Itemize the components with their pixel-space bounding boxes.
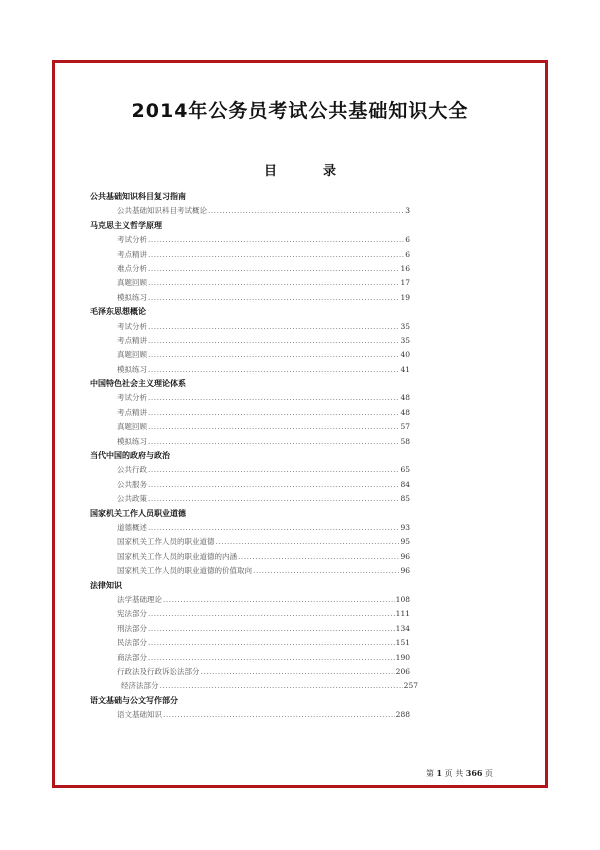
toc-entry-page: 16 (400, 263, 410, 273)
toc-entry-page: 84 (400, 479, 410, 489)
toc-dot-leader (148, 636, 395, 650)
footer-middle: 页 共 (444, 769, 464, 778)
footer-current-page: 1 (436, 768, 443, 778)
toc-entry[interactable] (90, 276, 410, 290)
toc-entry-page: 41 (400, 364, 410, 374)
toc-entry[interactable] (90, 593, 410, 607)
toc-dot-leader (216, 535, 400, 549)
toc-entry-label: 行政法及行政诉讼法部分 (117, 666, 200, 676)
toc-entry-label: 考试分析 (117, 393, 147, 403)
toc-dot-leader (148, 391, 399, 405)
toc-dot-leader (148, 478, 399, 492)
toc-entry[interactable] (90, 334, 410, 348)
footer-total-pages: 366 (465, 768, 483, 778)
toc-entry-page: 6 (405, 249, 410, 259)
toc-entry-label: 模拟练习 (117, 292, 147, 302)
toc-entry-page: 35 (400, 335, 410, 345)
toc-entry-page: 190 (395, 652, 410, 662)
toc-entry-label: 语文基础知识 (117, 710, 162, 720)
toc-entry[interactable] (90, 420, 410, 434)
toc-entry-label: 真题回顾 (117, 350, 147, 360)
toc-entry-page: 95 (400, 537, 410, 547)
toc-entry-page: 19 (400, 292, 410, 302)
toc-entry-label: 商法部分 (117, 652, 147, 662)
toc-dot-leader (148, 348, 399, 362)
toc-section-heading[interactable]: 法律知识 (90, 580, 122, 590)
toc-entry-label: 公共行政 (117, 465, 147, 475)
toc-entry-page: 206 (395, 666, 410, 676)
toc-entry-label: 法学基础理论 (117, 594, 162, 604)
toc-entry[interactable] (90, 550, 410, 564)
toc-entry[interactable] (90, 233, 410, 247)
toc-heading (0, 160, 600, 179)
toc-heading-left: 目 (263, 164, 277, 179)
toc-entry[interactable] (90, 651, 410, 665)
toc-entry[interactable] (90, 320, 410, 334)
toc-entry-label: 模拟练习 (117, 364, 147, 374)
page-footer (426, 768, 493, 779)
toc-entry-page: 6 (405, 235, 410, 245)
toc-entry-page: 111 (395, 609, 410, 619)
document-title: 2014年公务员考试公共基础知识大全 (131, 100, 469, 122)
toc-dot-leader (148, 406, 399, 420)
toc-entry-page: 65 (400, 465, 410, 475)
toc-section-heading[interactable]: 当代中国的政府与政治 (90, 451, 170, 461)
toc-entry[interactable] (90, 535, 410, 549)
toc-dot-leader (163, 593, 395, 607)
toc-dot-leader (148, 622, 395, 636)
toc-entry-page: 96 (400, 566, 410, 576)
toc-entry-page: 257 (403, 681, 418, 691)
toc-entry-page: 17 (400, 278, 410, 288)
toc-section-heading[interactable]: 毛泽东思想概论 (90, 307, 146, 317)
toc-entry-label: 刑法部分 (117, 623, 147, 633)
toc-dot-leader (253, 564, 399, 578)
toc-section-heading[interactable]: 马克思主义哲学原理 (90, 220, 162, 230)
toc-entry[interactable] (90, 492, 410, 506)
toc-entry-page: 3 (405, 206, 410, 216)
toc-dot-leader (148, 276, 399, 290)
toc-dot-leader (148, 320, 399, 334)
toc-entry-page: 288 (395, 710, 410, 720)
toc-entry[interactable] (90, 363, 410, 377)
toc-entry-page: 48 (400, 393, 410, 403)
toc-entry-page: 134 (395, 623, 410, 633)
toc-entry-page: 108 (395, 594, 410, 604)
toc-entry[interactable] (90, 406, 410, 420)
toc-section-heading[interactable]: 公共基础知识科目复习指南 (90, 192, 186, 201)
toc-entry[interactable] (90, 607, 410, 621)
toc-entry[interactable] (90, 521, 410, 535)
toc-heading-right: 录 (323, 164, 337, 179)
toc-entry-label: 公共政策 (117, 494, 147, 504)
toc-dot-leader (148, 248, 404, 262)
table-of-contents (90, 190, 418, 722)
toc-entry-page: 85 (400, 494, 410, 504)
toc-entry[interactable] (90, 478, 410, 492)
toc-entry-label: 道德概述 (117, 522, 147, 532)
toc-entry-page: 96 (400, 551, 410, 561)
toc-dot-leader (148, 463, 399, 477)
toc-entry-label: 宪法部分 (117, 609, 147, 619)
toc-entry-page: 57 (400, 422, 410, 432)
toc-entry[interactable] (90, 248, 410, 262)
toc-dot-leader (148, 492, 399, 506)
toc-dot-leader (148, 521, 399, 535)
toc-entry-label: 真题回顾 (117, 422, 147, 432)
toc-entry[interactable] (90, 435, 410, 449)
footer-prefix: 第 (425, 769, 434, 778)
toc-entry[interactable] (90, 622, 410, 636)
toc-entry[interactable] (90, 665, 410, 679)
toc-entry[interactable] (90, 204, 410, 218)
toc-entry[interactable] (90, 679, 418, 693)
toc-entry-label: 模拟练习 (117, 436, 147, 446)
toc-section-heading[interactable]: 国家机关工作人员职业道德 (90, 508, 186, 518)
toc-entry-label: 考试分析 (117, 235, 147, 245)
toc-entry-label: 公共基础知识科目考试概论 (117, 206, 207, 216)
toc-entry-label: 国家机关工作人员的职业道德 (117, 537, 215, 547)
toc-entry-label: 经济法部分 (121, 681, 159, 691)
toc-entry-page: 58 (400, 436, 410, 446)
toc-entry-label: 考试分析 (117, 321, 147, 331)
toc-dot-leader (148, 233, 404, 247)
toc-entry-label: 公共服务 (117, 479, 147, 489)
toc-entry-label: 考点精讲 (117, 249, 147, 259)
toc-entry-label: 国家机关工作人员的职业道德的内涵 (117, 551, 237, 561)
toc-dot-leader (148, 435, 399, 449)
toc-dot-leader (201, 665, 395, 679)
toc-dot-leader (148, 420, 399, 434)
toc-dot-leader (148, 607, 395, 621)
toc-entry-page: 93 (400, 522, 410, 532)
toc-dot-leader (208, 204, 404, 218)
toc-entry-label: 考点精讲 (117, 335, 147, 345)
footer-suffix: 页 (485, 769, 493, 778)
toc-entry-page: 151 (395, 638, 410, 648)
toc-dot-leader (163, 708, 395, 722)
toc-entry-label: 难点分析 (117, 263, 147, 273)
toc-dot-leader (148, 262, 399, 276)
toc-dot-leader (238, 550, 399, 564)
toc-entry[interactable] (90, 463, 410, 477)
toc-entry-label: 国家机关工作人员的职业道德的价值取向 (117, 566, 252, 576)
toc-entry[interactable] (90, 564, 410, 578)
toc-entry[interactable] (90, 708, 410, 722)
toc-entry[interactable] (90, 291, 410, 305)
toc-dot-leader (148, 291, 399, 305)
toc-entry-label: 真题回顾 (117, 278, 147, 288)
toc-entry-label: 考点精讲 (117, 407, 147, 417)
toc-entry[interactable] (90, 636, 410, 650)
toc-entry-page: 40 (400, 350, 410, 360)
toc-dot-leader (148, 334, 399, 348)
toc-entry[interactable] (90, 348, 410, 362)
toc-entry[interactable] (90, 391, 410, 405)
toc-entry-page: 35 (400, 321, 410, 331)
toc-dot-leader (148, 363, 399, 377)
toc-dot-leader (160, 679, 403, 693)
toc-entry-page: 48 (400, 407, 410, 417)
toc-entry-label: 民法部分 (117, 638, 147, 648)
toc-section-heading[interactable]: 中国特色社会主义理论体系 (90, 379, 186, 389)
toc-section-heading[interactable]: 语文基础与公文写作部分 (90, 695, 178, 705)
toc-entry[interactable] (90, 262, 410, 276)
toc-dot-leader (148, 651, 395, 665)
